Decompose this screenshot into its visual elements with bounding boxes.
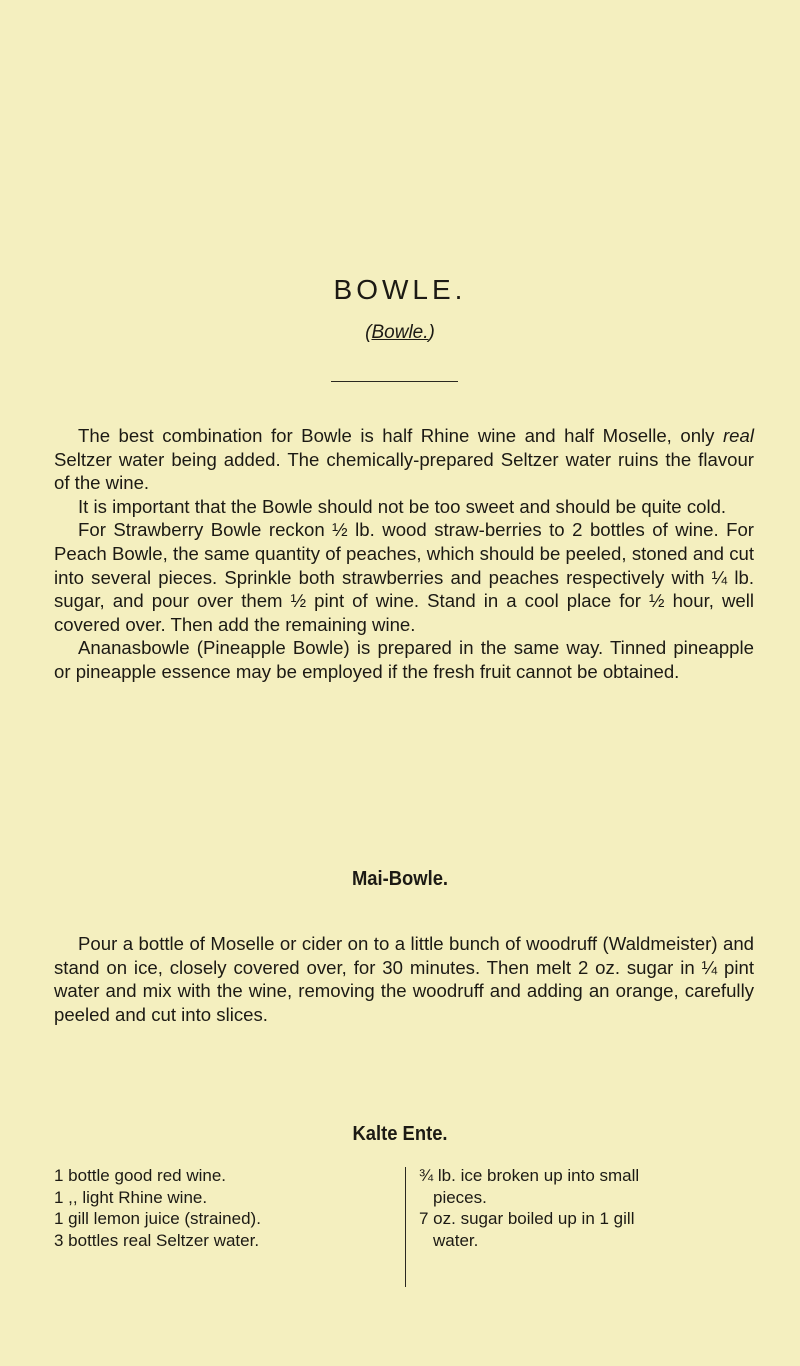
intro-paragraph-emphasis: real: [722, 425, 754, 446]
ingredients-left-column: [54, 1165, 384, 1251]
intro-paragraph: [54, 424, 754, 495]
ingredient-line: 1 ,, light Rhine wine.: [54, 1187, 208, 1207]
intro-paragraph: For Strawberry Bowle reckon ½ lb. wood straw-berries to 2 bottles of wine. For Peach Bowle, the same quantity of peaches, which should be peeled, stoned and cut into several pieces. Sprinkle both strawberries and peaches respectively with ¼ lb. sugar, and pour over them ½ pint of wine. Stand in a cool place for ½ hour, well covered over. Then add the remaining wine.: [54, 519, 754, 635]
ingredients-list: [54, 1165, 754, 1293]
ingredient-line: 7 oz. sugar boiled up in 1 gill: [419, 1209, 635, 1228]
intro-paragraph: It is important that the Bowle should not be too sweet and should be quite cold.: [78, 495, 727, 517]
column-divider: [405, 1167, 406, 1287]
kalte-ente-heading: Kalte Ente.: [352, 1123, 448, 1145]
intro-paragraph-post: Seltzer water being added. The chemically-prepared Seltzer water ruins the flavour of the wine.: [54, 448, 754, 494]
mai-bowle-section: [54, 932, 754, 1026]
intro-section: [54, 424, 754, 684]
ingredient-line: 1 gill lemon juice (strained).: [54, 1209, 261, 1228]
ingredient-line: 1 bottle good red wine.: [54, 1166, 227, 1185]
mai-bowle-heading: Mai-Bowle.: [351, 868, 449, 890]
intro-paragraph-pre: The best combination for Bowle is half Rhine wine and half Moselle, only: [78, 425, 723, 446]
intro-paragraph: Ananasbowle (Pineapple Bowle) is prepared in the same way. Tinned pineapple or pineapple essence may be employed if the fresh fruit cannot be obtained.: [54, 637, 754, 682]
ingredient-line: water.: [433, 1230, 479, 1250]
ingredient-line: 3 bottles real Seltzer water.: [54, 1230, 260, 1250]
ingredient-line: ¾ lb. ice broken up into small: [419, 1166, 640, 1185]
subtitle-open-paren: (: [365, 322, 372, 343]
page-title: BOWLE.: [333, 274, 467, 305]
page-subtitle: [0, 322, 800, 344]
title-divider: [331, 381, 458, 382]
subtitle-italic: Bowle.: [371, 322, 429, 343]
subtitle-close-paren: ): [428, 322, 435, 343]
mai-bowle-paragraph: Pour a bottle of Moselle or cider on to a little bunch of woodruff (Waldmeister) and stand on ice, closely covered over, for 30 minutes. Then melt 2 oz. sugar in ¼ pint water and mix with the wine, removing the woodruff and adding an orange, carefully peeled and cut into slices.: [54, 933, 754, 1025]
ingredients-right-column: [419, 1165, 759, 1251]
ingredient-line: pieces.: [433, 1187, 487, 1207]
